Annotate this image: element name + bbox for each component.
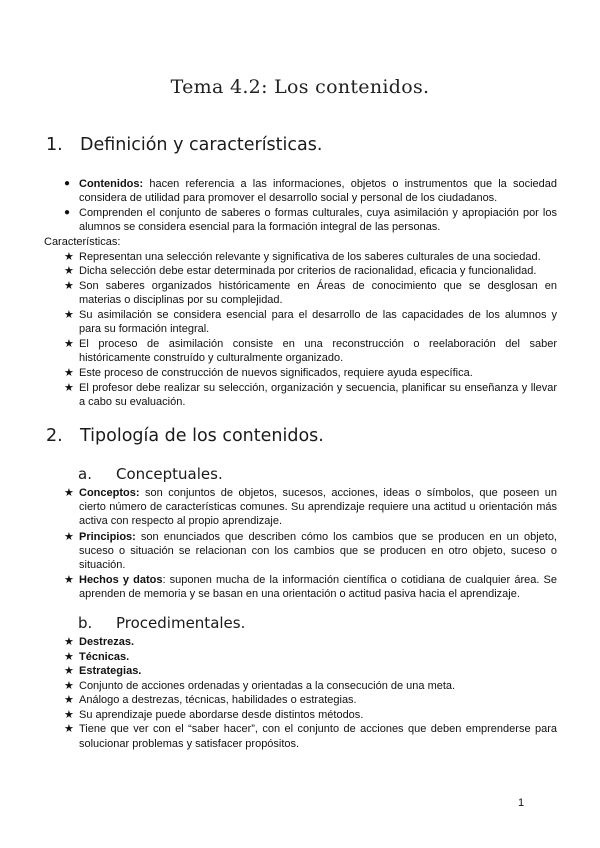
bullet-icon: ●	[64, 207, 71, 218]
list-item-continuation: activa con respecto al propio aprendizaje.	[79, 515, 283, 527]
star-icon: ★	[64, 367, 74, 379]
section-heading-2	[46, 426, 566, 448]
star-icon: ★	[64, 665, 74, 677]
star-icon: ★	[64, 694, 74, 706]
star-icon: ★	[64, 487, 74, 499]
list-item-continuation: situación.	[79, 559, 126, 571]
list-item: Dicha selección debe estar determinada por criterios de racionalidad, eficacia y funcionalidad.	[79, 265, 537, 277]
definition-text: hacen referencia a las informaciones, objetos o instrumentos que la sociedad	[143, 178, 557, 190]
star-icon: ★	[64, 680, 74, 692]
star-icon: ★	[64, 636, 74, 648]
term-label: Técnicas.	[79, 651, 130, 663]
definition-line: alumnos se considera esencial para la formación integral de las personas.	[79, 221, 441, 233]
term-label: Estrategias.	[79, 665, 142, 677]
term-label: Contenidos:	[79, 178, 144, 190]
section-title: Tipología de los contenidos.	[80, 426, 324, 446]
list-item: Este proceso de construcción de nuevos significados, requiere ayuda específica.	[79, 367, 473, 379]
list-item-continuation: materias o disciplinas por su complejidad.	[79, 294, 283, 306]
list-item: El proceso de asimilación consiste en una reconstrucción o reelaboración del saber	[79, 338, 557, 350]
list-item: El profesor debe realizar su selección, organización y secuencia, planificar su enseñanza y llevar	[79, 382, 557, 394]
list-item: Análogo a destrezas, técnicas, habilidades o estrategias.	[79, 694, 357, 706]
star-icon: ★	[64, 280, 74, 292]
term-label: Destrezas.	[79, 636, 135, 648]
list-item-continuation: suceso o situación se relacionan con los cambios que se producen en otro objeto, suceso o	[79, 545, 557, 557]
characteristics-label: Características:	[44, 236, 121, 248]
section-number: 1.	[46, 135, 63, 155]
star-icon: ★	[64, 338, 74, 350]
list-item: Su asimilación se considera esencial para el desarrollo de las capacidades de los alumnos y	[79, 309, 557, 321]
list-item: Su aprendizaje puede abordarse desde distintos métodos.	[79, 709, 364, 721]
list-item	[79, 486, 557, 500]
section-number: 2.	[46, 426, 63, 446]
definition-line	[79, 177, 557, 191]
list-item: Representan una selección relevante y significativa de los saberes culturales de una sociedad.	[79, 251, 541, 263]
subsection-letter: a.	[78, 465, 92, 483]
term-label: Conceptos:	[79, 487, 140, 499]
list-item	[79, 530, 557, 544]
star-icon: ★	[64, 531, 74, 543]
section-title: Definición y características.	[80, 135, 323, 155]
subsection-heading-a	[78, 465, 478, 485]
definition-line: Comprenden el conjunto de saberes o formas culturales, cuya asimilación y apropiación por los	[79, 207, 557, 219]
subsection-heading-b	[78, 614, 478, 634]
list-item: Conjunto de acciones ordenadas y orientadas a la consecución de una meta.	[79, 680, 456, 692]
star-icon: ★	[64, 265, 74, 277]
list-item: Son saberes organizados históricamente en Áreas de conocimiento que se desglosan en	[79, 280, 557, 292]
list-item	[79, 650, 129, 664]
subsection-title: Conceptuales.	[116, 465, 223, 483]
star-icon: ★	[64, 723, 74, 735]
list-item-continuation: para su formación integral.	[79, 323, 210, 335]
subsection-title: Procedimentales.	[116, 614, 246, 632]
list-item-continuation: a cabo su evaluación.	[79, 396, 186, 408]
definition-text: son conjuntos de objetos, sucesos, acciones, ideas o símbolos, que poseen un	[139, 487, 557, 499]
star-icon: ★	[64, 382, 74, 394]
section-heading-1	[46, 135, 566, 157]
subsection-letter: b.	[78, 614, 93, 632]
list-item-continuation: históricamente construído y culturalmente organizado.	[79, 352, 344, 364]
list-item	[79, 664, 141, 678]
term-label: Principios:	[79, 531, 136, 543]
bullet-icon: ●	[64, 178, 71, 189]
list-item	[79, 573, 557, 587]
page-title: Tema 4.2: Los contenidos.	[170, 76, 430, 98]
list-item-continuation: cierto número de características comunes. Su aprendizaje requiere una actitud u orientación más	[79, 501, 557, 513]
star-icon: ★	[64, 251, 74, 263]
definition-text: son enunciados que describen cómo los cambios que se producen en un objeto,	[135, 531, 557, 543]
definition-line: considera de utilidad para promover el desarrollo social y personal de los ciudadanos.	[79, 192, 498, 204]
star-icon: ★	[64, 309, 74, 321]
star-icon: ★	[64, 574, 74, 586]
list-item-continuation: solucionar problemas y satisfacer propósitos.	[79, 738, 300, 750]
list-item: Tiene que ver con el “saber hacer”, con el conjunto de acciones que deben emprenderse para	[79, 723, 557, 735]
definition-text: : suponen mucha de la información científica o cotidiana de cualquier área. Se	[162, 574, 557, 586]
list-item	[79, 635, 134, 649]
term-label: Hechos y datos	[79, 574, 163, 586]
star-icon: ★	[64, 709, 74, 721]
star-icon: ★	[64, 651, 74, 663]
list-item-continuation: aprenden de memoria y se basan en una orientación o actitud pasiva hacia el aprendizaje.	[79, 588, 520, 600]
page-number: 1	[518, 797, 525, 809]
